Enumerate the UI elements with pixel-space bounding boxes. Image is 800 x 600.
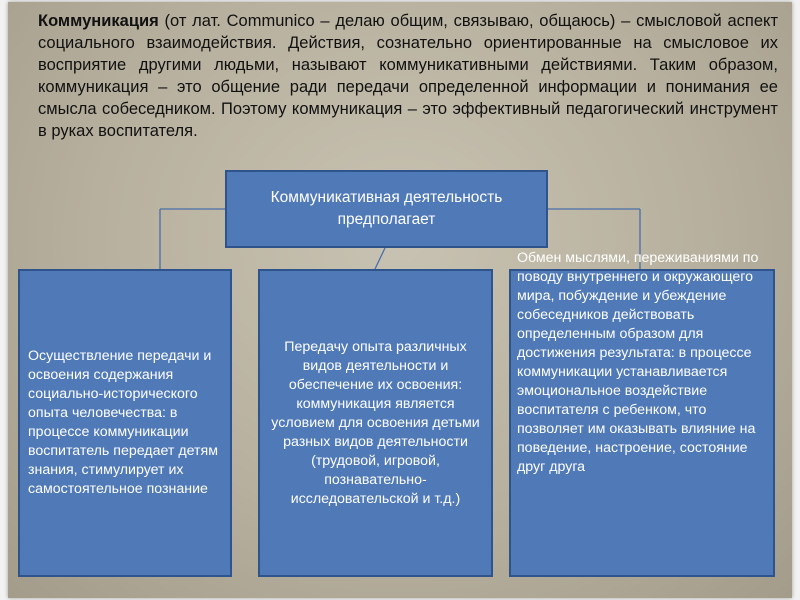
child-node-exchange-label: Обмен мыслями, переживаниями по поводу внутреннего и окружающего мира, побуждение и убеждение собеседников действовать определенным образом для достижения результата: в процессе коммуникации устанавливается эмоциональное воздействие воспитателя с ребенком, что позволяет им оказывать влияние на поведение, настроение, состояние друг друга bbox=[517, 250, 759, 475]
child-node-transmission-label: Осуществление передачи и освоения содержания социально-исторического опыта человечества: в процессе коммуникации воспитатель передает детям знания, стимулирует их самостоятельное познание bbox=[28, 348, 218, 497]
intro-term: Коммуникация bbox=[38, 12, 159, 30]
root-node bbox=[225, 170, 548, 248]
child-node-experience bbox=[258, 269, 493, 577]
intro-text: (от лат. Communico – делаю общим, связываю, общаюсь) – смысловой аспект социального взаимодействия. Действия, сознательно ориентированные на смысловое их восприятие другими людьми, называют коммуникативными действиями. Таким образом, коммуникация – это общение ради передачи определенной информации и понимания ее смысла собеседником. Поэтому коммуникация – это эффективный педагогический инструмент в руках воспитателя. bbox=[38, 12, 778, 140]
child-node-experience-label: Передачу опыта различных видов деятельности и обеспечение их освоения: коммуникация является условием для освоения детьми разных видов деятельности (трудовой, игровой, познавательно-исследовательской и т.д.) bbox=[271, 338, 480, 507]
root-node-label: Коммуникативная деятельность предполагает bbox=[270, 189, 503, 228]
child-node-exchange bbox=[509, 250, 775, 577]
intro-paragraph bbox=[38, 10, 778, 142]
child-node-transmission bbox=[18, 269, 232, 577]
